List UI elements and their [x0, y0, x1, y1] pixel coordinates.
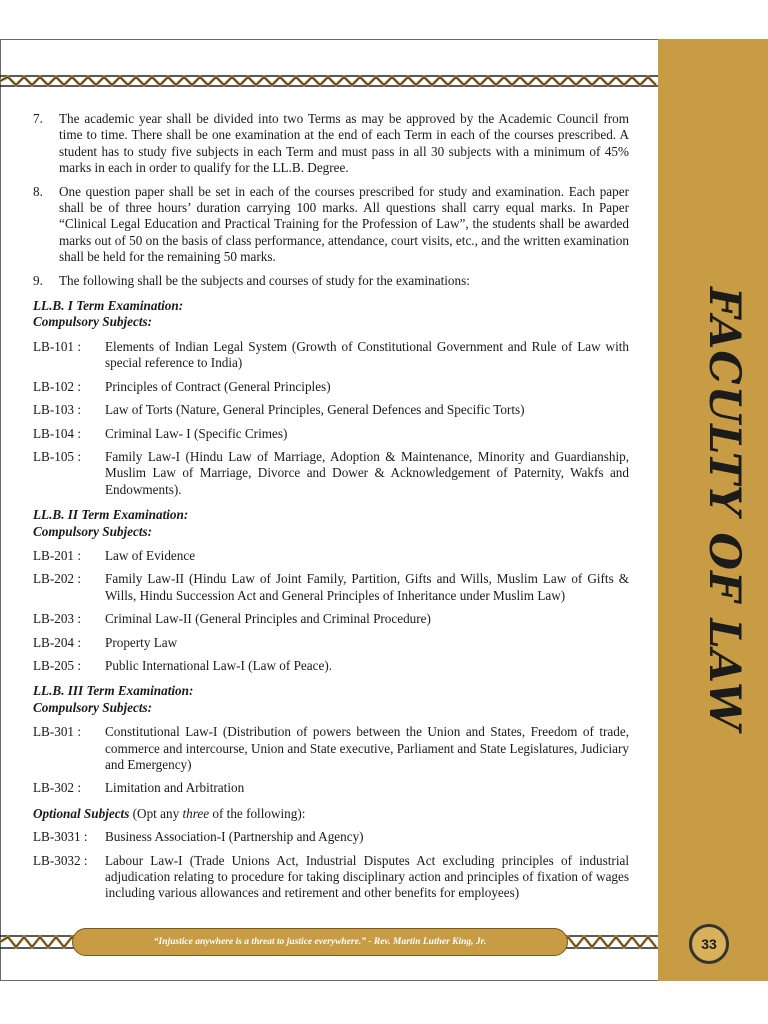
course-description: Family Law-I (Hindu Law of Marriage, Adoption & Maintenance, Minority and Guardianship, Muslim Law of Marriage, Divorce and Dower & Acknowledgement of Paternity, Wakfs and Endowments).	[105, 448, 629, 497]
term3-course-row	[33, 780, 629, 796]
course-code: LB-101 :	[33, 338, 81, 354]
paragraph-8	[33, 184, 629, 266]
term1-course-row	[33, 426, 629, 442]
term3-heading: LL.B. III Term Examination:	[33, 683, 194, 699]
term2-heading: LL.B. II Term Examination:	[33, 507, 189, 523]
term3-optional-course-list	[33, 829, 629, 902]
term2-course-row	[33, 548, 629, 564]
course-description: Constitutional Law-I (Distribution of powers between the Union and States, Freedom of trade, commerce and intercourse, Union and State executive, Parliament and State Legislatures, Judiciary and Emergency)	[105, 724, 629, 772]
footer-quote-banner	[72, 928, 568, 956]
course-description: Public International Law-I (Law of Peace).	[105, 657, 333, 673]
course-description: Law of Evidence	[105, 547, 196, 563]
term3-heading-block	[33, 683, 629, 716]
sidebar-title: FACULTY OF LAW	[699, 287, 749, 732]
paragraph-number: 9.	[33, 272, 43, 288]
course-description: Family Law-II (Hindu Law of Joint Family, Partition, Gifts and Wills, Muslim Law of Gifts & Wills, Hindu Succession Act and General Principles of Inheritance under Muslim Law)	[105, 571, 629, 603]
term3-course-row	[33, 724, 629, 773]
term1-subheading: Compulsory Subjects:	[33, 314, 153, 330]
term2-course-row	[33, 611, 629, 627]
course-code: LB-201 :	[33, 547, 81, 563]
page-content	[33, 111, 629, 909]
term1-course-row	[33, 402, 629, 418]
course-code: LB-204 :	[33, 634, 81, 650]
term3-course-list	[33, 724, 629, 797]
paragraph-9	[33, 273, 629, 289]
term2-course-row	[33, 571, 629, 604]
optional-pre: (Opt any	[129, 805, 183, 821]
course-description: Limitation and Arbitration	[105, 780, 245, 796]
paragraph-number: 7.	[33, 111, 43, 126]
course-description: Criminal Law- I (Specific Crimes)	[105, 425, 288, 441]
paragraph-7	[33, 111, 629, 177]
course-code: LB-203 :	[33, 611, 81, 627]
term2-course-list	[33, 548, 629, 674]
term1-course-row	[33, 379, 629, 395]
footer-quote: “Injustice anywhere is a threat to justice everywhere.” - Rev. Martin Luther King, Jr.	[153, 937, 487, 947]
optional-label: Optional Subjects	[33, 805, 130, 821]
course-description: Property Law	[105, 634, 178, 650]
term1-course-list	[33, 339, 629, 498]
page-number-badge: 33	[689, 924, 729, 964]
term2-subheading: Compulsory Subjects:	[33, 523, 153, 539]
course-description: Labour Law-I (Trade Unions Act, Industrial Disputes Act excluding principles of industrial adjudication relating to procedure for taking disciplinary action and principles of fixation of wages including various allowances and retirement and other benefits for employees)	[105, 852, 629, 901]
paragraph-number: 8.	[33, 183, 43, 199]
term1-heading: LL.B. I Term Examination:	[33, 298, 184, 314]
course-code: LB-102 :	[33, 378, 81, 394]
term3-subheading: Compulsory Subjects:	[33, 699, 153, 715]
optional-post: of the following):	[209, 805, 306, 821]
course-description: Criminal Law-II (General Principles and Criminal Procedure)	[105, 611, 431, 627]
course-code: LB-205 :	[33, 657, 81, 673]
term1-course-row	[33, 339, 629, 372]
term1-heading-block	[33, 298, 629, 331]
course-code: LB-104 :	[33, 425, 81, 441]
term3-optional-course-row	[33, 853, 629, 902]
course-code: LB-3032 :	[33, 852, 88, 868]
optional-subjects-line	[33, 806, 629, 822]
course-description: Principles of Contract (General Principles)	[105, 378, 331, 394]
term2-heading-block	[33, 507, 629, 540]
term3-optional-course-row	[33, 829, 629, 845]
paragraph-text: The following shall be the subjects and courses of study for the examinations:	[59, 272, 470, 288]
course-code: LB-3031 :	[33, 829, 88, 845]
course-code: LB-302 :	[33, 780, 81, 796]
course-code: LB-301 :	[33, 724, 81, 740]
decorative-border-top	[0, 72, 658, 90]
paragraph-text: The academic year shall be divided into two Terms as may be approved by the Academic Council from time to time. There shall be one examination at the end of each Term in each of the courses prescribed. A student has to study five subjects in each Term and must pass in all 30 subjects with a minimum of 45% marks in each in order to qualify for the LL.B. Degree.	[59, 111, 629, 176]
course-code: LB-103 :	[33, 402, 81, 418]
course-description: Law of Torts (Nature, General Principles, General Defences and Specific Torts)	[105, 402, 525, 418]
course-description: Business Association-I (Partnership and Agency)	[105, 829, 364, 845]
term2-course-row	[33, 635, 629, 651]
optional-emph: three	[182, 805, 210, 821]
course-code: LB-105 :	[33, 448, 81, 464]
term1-course-row	[33, 449, 629, 498]
course-description: Elements of Indian Legal System (Growth of Constitutional Government and Rule of Law with special reference to India)	[105, 338, 629, 371]
term2-course-row	[33, 658, 629, 674]
course-code: LB-202 :	[33, 571, 81, 587]
paragraph-text: One question paper shall be set in each of the courses prescribed for study and examination. Each paper shall be of three hours’ duration carrying 100 marks. All questions shall carry equal marks. In Paper “Clinical Legal Education and Practical Training for the Profession of Law”, the students shall be awarded marks out of 50 on the basis of class performance, attendance, court visits, etc., and the written examination shall be held for the remaining 50 marks.	[59, 183, 629, 265]
